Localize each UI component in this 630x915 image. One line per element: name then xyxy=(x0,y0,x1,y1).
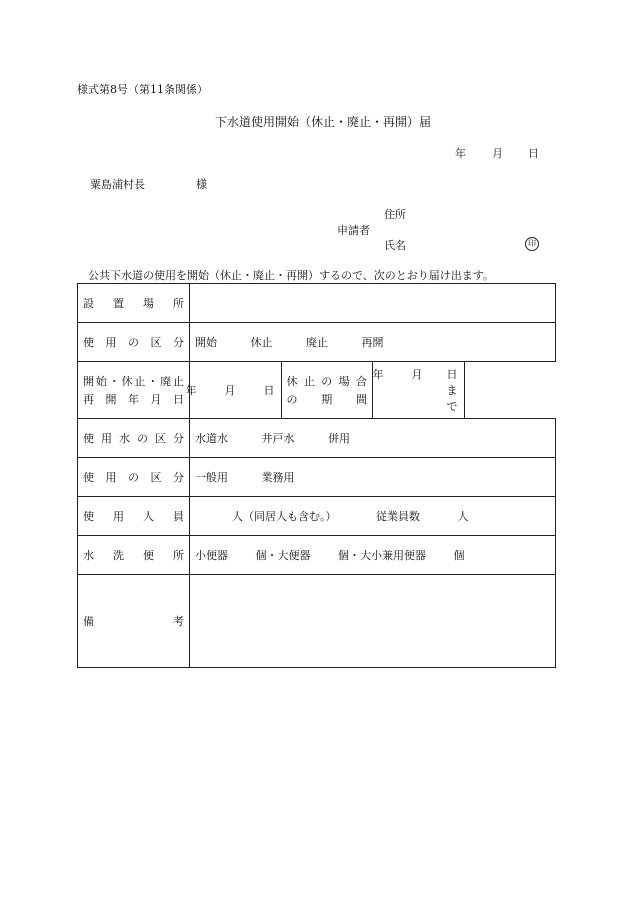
name-label: 氏名 xyxy=(384,239,406,252)
label-dates xyxy=(78,362,190,419)
name-field[interactable] xyxy=(410,236,520,252)
label-char: の xyxy=(137,432,148,445)
honorific: 様 xyxy=(196,178,207,191)
end-until: 日まで xyxy=(446,368,458,413)
label-char: 分 xyxy=(173,336,184,349)
label-char: 使 xyxy=(83,432,94,445)
label-char: 休 xyxy=(121,375,133,388)
start-day: 日 xyxy=(263,384,275,397)
row-dates xyxy=(78,362,556,419)
seal-text: 印 xyxy=(525,237,539,251)
label-char: の xyxy=(286,393,298,406)
start-year: 年 xyxy=(185,384,197,397)
row-toilets xyxy=(78,536,556,575)
label-char: 止 xyxy=(303,375,315,388)
label-users xyxy=(78,497,190,536)
label-char: 区 xyxy=(150,471,162,484)
label-char: 使 xyxy=(83,510,94,523)
label-char: 合 xyxy=(356,375,367,388)
date-month-label: 月 xyxy=(492,147,503,160)
label-char: ・ xyxy=(108,375,120,388)
label-char: 休 xyxy=(286,375,298,388)
label-remarks xyxy=(78,575,190,668)
label-char: 考 xyxy=(173,615,184,628)
label-char: 分 xyxy=(173,471,184,484)
seal-mark xyxy=(525,236,539,251)
use-type-options xyxy=(190,323,556,362)
statement: 公共下水道の使用を開始（休止・廃止・再開）するので、次のとおり届け出ます。 xyxy=(88,269,494,282)
option-well-water[interactable]: 井戸水 xyxy=(261,432,295,445)
label-char: 備 xyxy=(83,615,94,628)
label-char: 便 xyxy=(143,549,154,562)
option-start[interactable]: 開始 xyxy=(195,336,217,349)
address-label: 住所 xyxy=(384,208,406,221)
label-char: 水 xyxy=(119,432,130,445)
label-char: 場 xyxy=(143,297,154,310)
label-char: 用 xyxy=(105,471,117,484)
label-char: 年 xyxy=(128,393,139,406)
row-location xyxy=(78,284,556,323)
row-usage-class xyxy=(78,458,556,497)
end-month: 月 xyxy=(411,368,423,381)
label-char: 水 xyxy=(83,549,94,562)
row-water-type xyxy=(78,419,556,458)
label-water-type xyxy=(78,419,190,458)
option-combined[interactable]: 併用 xyxy=(328,432,350,445)
label-char: 設 xyxy=(83,297,94,310)
label-char: の xyxy=(128,471,139,484)
date-year-label: 年 xyxy=(455,147,466,160)
label-char: 開 xyxy=(83,375,94,388)
date-day-label: 日 xyxy=(528,147,539,160)
label-usage-class xyxy=(78,458,190,497)
applicant-label: 申請者 xyxy=(337,224,370,237)
end-year: 年 xyxy=(372,368,384,381)
label-char: 員 xyxy=(173,510,184,523)
form-number: 様式第8号（第11条関係） xyxy=(77,83,208,96)
label-char: 日 xyxy=(173,393,184,406)
large-toilet-label: 個・大便器 xyxy=(255,549,311,562)
label-use-type xyxy=(78,323,190,362)
employees-unit: 人 xyxy=(457,510,469,523)
start-month: 月 xyxy=(224,384,236,397)
option-suspend[interactable]: 休止 xyxy=(250,336,273,349)
option-abolish[interactable]: 廃止 xyxy=(306,336,328,349)
label-toilets xyxy=(78,536,190,575)
start-date-field[interactable] xyxy=(185,362,282,419)
combined-toilet-label: 個・大小兼用便器 xyxy=(338,549,426,562)
label-suspension-period xyxy=(281,362,373,419)
label-char: 使 xyxy=(83,471,94,484)
employees-label: 従業員数 xyxy=(376,510,420,523)
label-char: 用 xyxy=(101,432,112,445)
label-char: 開 xyxy=(105,393,117,406)
label-char: 再 xyxy=(83,393,94,406)
label-char: 始 xyxy=(95,375,107,388)
label-char: 期 xyxy=(321,393,333,406)
label-char: 区 xyxy=(150,336,162,349)
location-field[interactable] xyxy=(190,284,556,323)
urinal-label: 小便器 xyxy=(195,549,228,562)
option-resume[interactable]: 再開 xyxy=(361,336,384,349)
label-char: 所 xyxy=(173,549,184,562)
label-char: の xyxy=(321,375,333,388)
remarks-field[interactable] xyxy=(190,575,556,668)
label-char: 用 xyxy=(113,510,124,523)
label-char: 月 xyxy=(150,393,162,406)
label-char: 人 xyxy=(143,510,154,523)
water-type-options xyxy=(190,419,556,458)
row-users xyxy=(78,497,556,536)
usage-class-options xyxy=(190,458,556,497)
label-char: 用 xyxy=(105,336,117,349)
label-char: 使 xyxy=(83,336,94,349)
toilets-field[interactable] xyxy=(190,536,556,575)
addressee: 粟島浦村長 xyxy=(90,178,145,191)
label-char: 止 xyxy=(134,375,146,388)
option-tap-water[interactable]: 水道水 xyxy=(195,432,228,445)
label-char: ・ xyxy=(147,375,159,388)
persons-note: 人（同居人も含む。） xyxy=(232,510,337,523)
label-char: の xyxy=(128,336,139,349)
label-char: 場 xyxy=(338,375,350,388)
label-char: 間 xyxy=(356,393,367,406)
form-table xyxy=(77,283,556,668)
label-char: 廃 xyxy=(160,375,172,388)
label-char: 止 xyxy=(172,375,184,388)
suspension-end-date-field[interactable] xyxy=(373,362,465,419)
label-char: 洗 xyxy=(113,549,124,562)
label-char: 分 xyxy=(173,432,184,445)
option-general[interactable]: 一般用 xyxy=(195,471,228,484)
label-location xyxy=(78,284,190,323)
toilet-unit: 個 xyxy=(453,549,465,562)
users-field[interactable] xyxy=(190,497,556,536)
address-field[interactable] xyxy=(384,206,524,222)
option-business[interactable]: 業務用 xyxy=(261,471,295,484)
document-title: 下水道使用開始（休止・廃止・再開）届 xyxy=(215,115,432,129)
label-char: 区 xyxy=(155,432,166,445)
label-char: 置 xyxy=(113,297,124,310)
row-remarks xyxy=(78,575,556,668)
row-use-type xyxy=(78,323,556,362)
label-char: 所 xyxy=(173,297,184,310)
